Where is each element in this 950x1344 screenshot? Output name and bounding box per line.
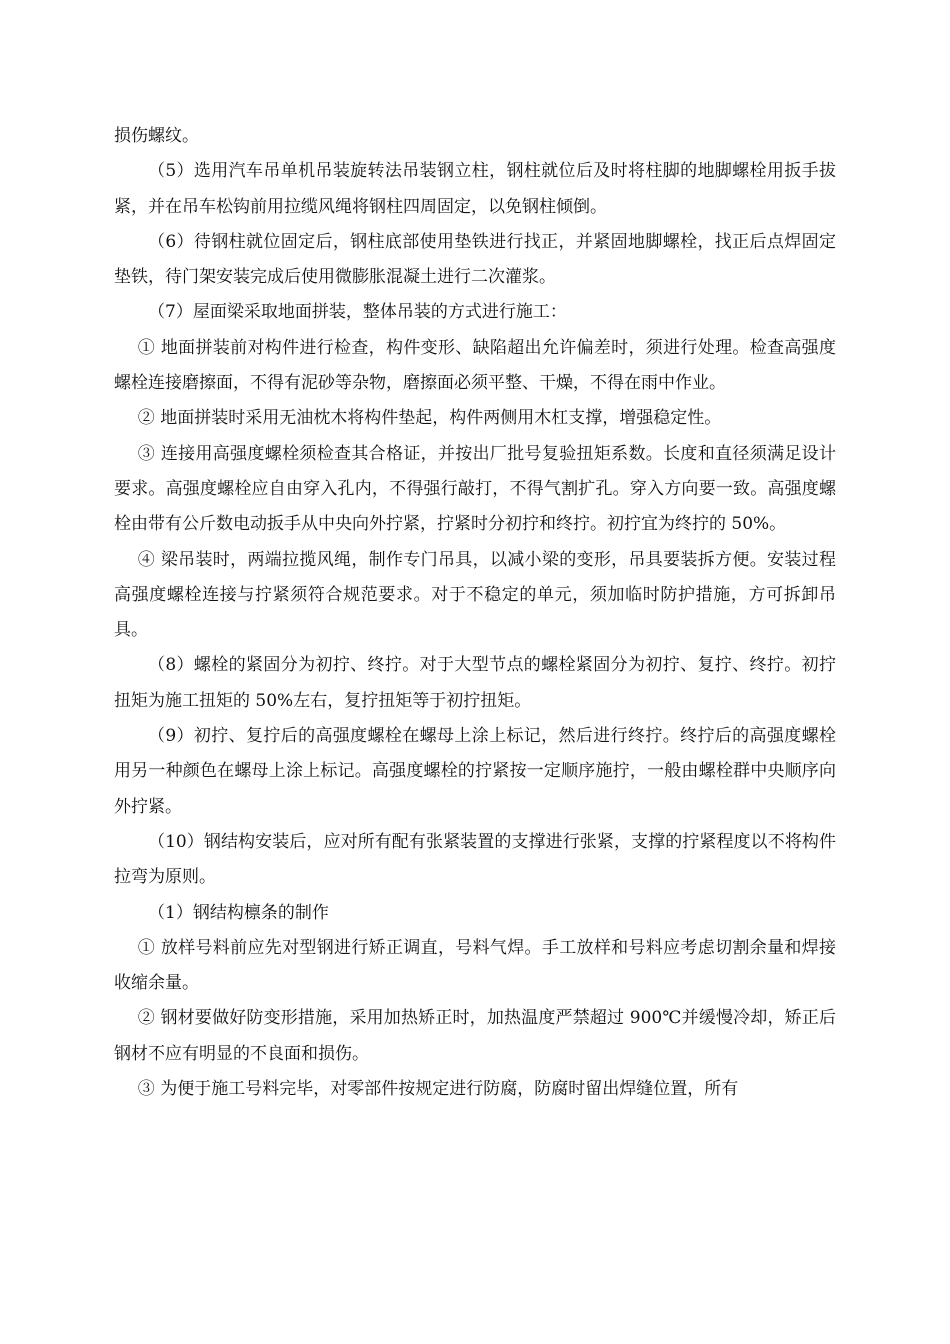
paragraph-2: （5）选用汽车吊单机吊装旋转法吊装钢立柱，钢柱就位后及时将柱脚的地脚螺栓用扳手拔紧，并在吊车松钩前用拉缆风绳将钢柱四周固定，以免钢柱倾倒。	[114, 161, 836, 217]
document-body	[114, 119, 836, 1107]
paragraph-9: （8）螺栓的紧固分为初拧、终拧。对于大型节点的螺栓紧固分为初拧、复拧、终拧。初拧扭矩为施工扭矩的 50%左右，复拧扭矩等于初拧扭矩。	[114, 655, 836, 711]
paragraph-8: ④ 梁吊装时，两端拉揽风绳，制作专门吊具，以减小梁的变形，吊具要装拆方便。安装过程高强度螺栓连接与拧紧须符合规范要求。对于不稳定的单元，须加临时防护措施，方可拆卸吊具。	[114, 549, 836, 641]
paragraph-13: ① 放样号料前应先对型钢进行矫正调直，号料气焊。手工放样和号料应考虑切割余量和焊接收缩余量。	[114, 937, 836, 994]
paragraph-4: （7）屋面梁采取地面拼装，整体吊装的方式进行施工：	[148, 302, 567, 323]
paragraph-14: ② 钢材要做好防变形措施，采用加热矫正时，加热温度严禁超过 900℃并缓慢冷却，矫正后钢材不应有明显的不良面和损伤。	[114, 1008, 836, 1064]
paragraph-3: （6）待钢柱就位固定后，钢柱底部使用垫铁进行找正，并紧固地脚螺栓，找正后点焊固定垫铁，待门架安装完成后使用微膨胀混凝土进行二次灌浆。	[114, 231, 836, 288]
paragraph-7: ③ 连接用高强度螺栓须检查其合格证，并按出厂批号复验扭矩系数。长度和直径须满足设计要求。高强度螺栓应自由穿入孔内，不得强行敲打，不得气割扩孔。穿入方向要一致。高强度螺栓由带有公斤数电动扳手从中央向外拧紧，拧紧时分初拧和终拧。初拧宜为终拧的 50%。	[114, 443, 836, 535]
paragraph-5: ① 地面拼装前对构件进行检查，构件变形、缺陷超出允许偏差时，须进行处理。检查高强度螺栓连接磨擦面，不得有泥砂等杂物，磨擦面必须平整、干燥，不得在雨中作业。	[114, 337, 836, 394]
paragraph-10: （9）初拧、复拧后的高强度螺栓在螺母上涂上标记，然后进行终拧。终拧后的高强度螺栓用另一种颜色在螺母上涂上标记。高强度螺栓的拧紧按一定顺序施拧，一般由螺栓群中央顺序向外拧紧。	[114, 726, 836, 817]
paragraph-11: （10）钢结构安装后，应对所有配有张紧装置的支撑进行张紧，支撑的拧紧程度以不将构件拉弯为原则。	[114, 831, 836, 888]
paragraph-15: ③ 为便于施工号料完毕，对零部件按规定进行防腐，防腐时留出焊缝位置，所有	[137, 1079, 739, 1100]
paragraph-1: 损伤螺纹。	[114, 126, 199, 146]
paragraph-6: ② 地面拼装时采用无油枕木将构件垫起，构件两侧用木杠支撑，增强稳定性。	[137, 408, 722, 429]
paragraph-12: （1）钢结构檩条的制作	[148, 902, 329, 923]
